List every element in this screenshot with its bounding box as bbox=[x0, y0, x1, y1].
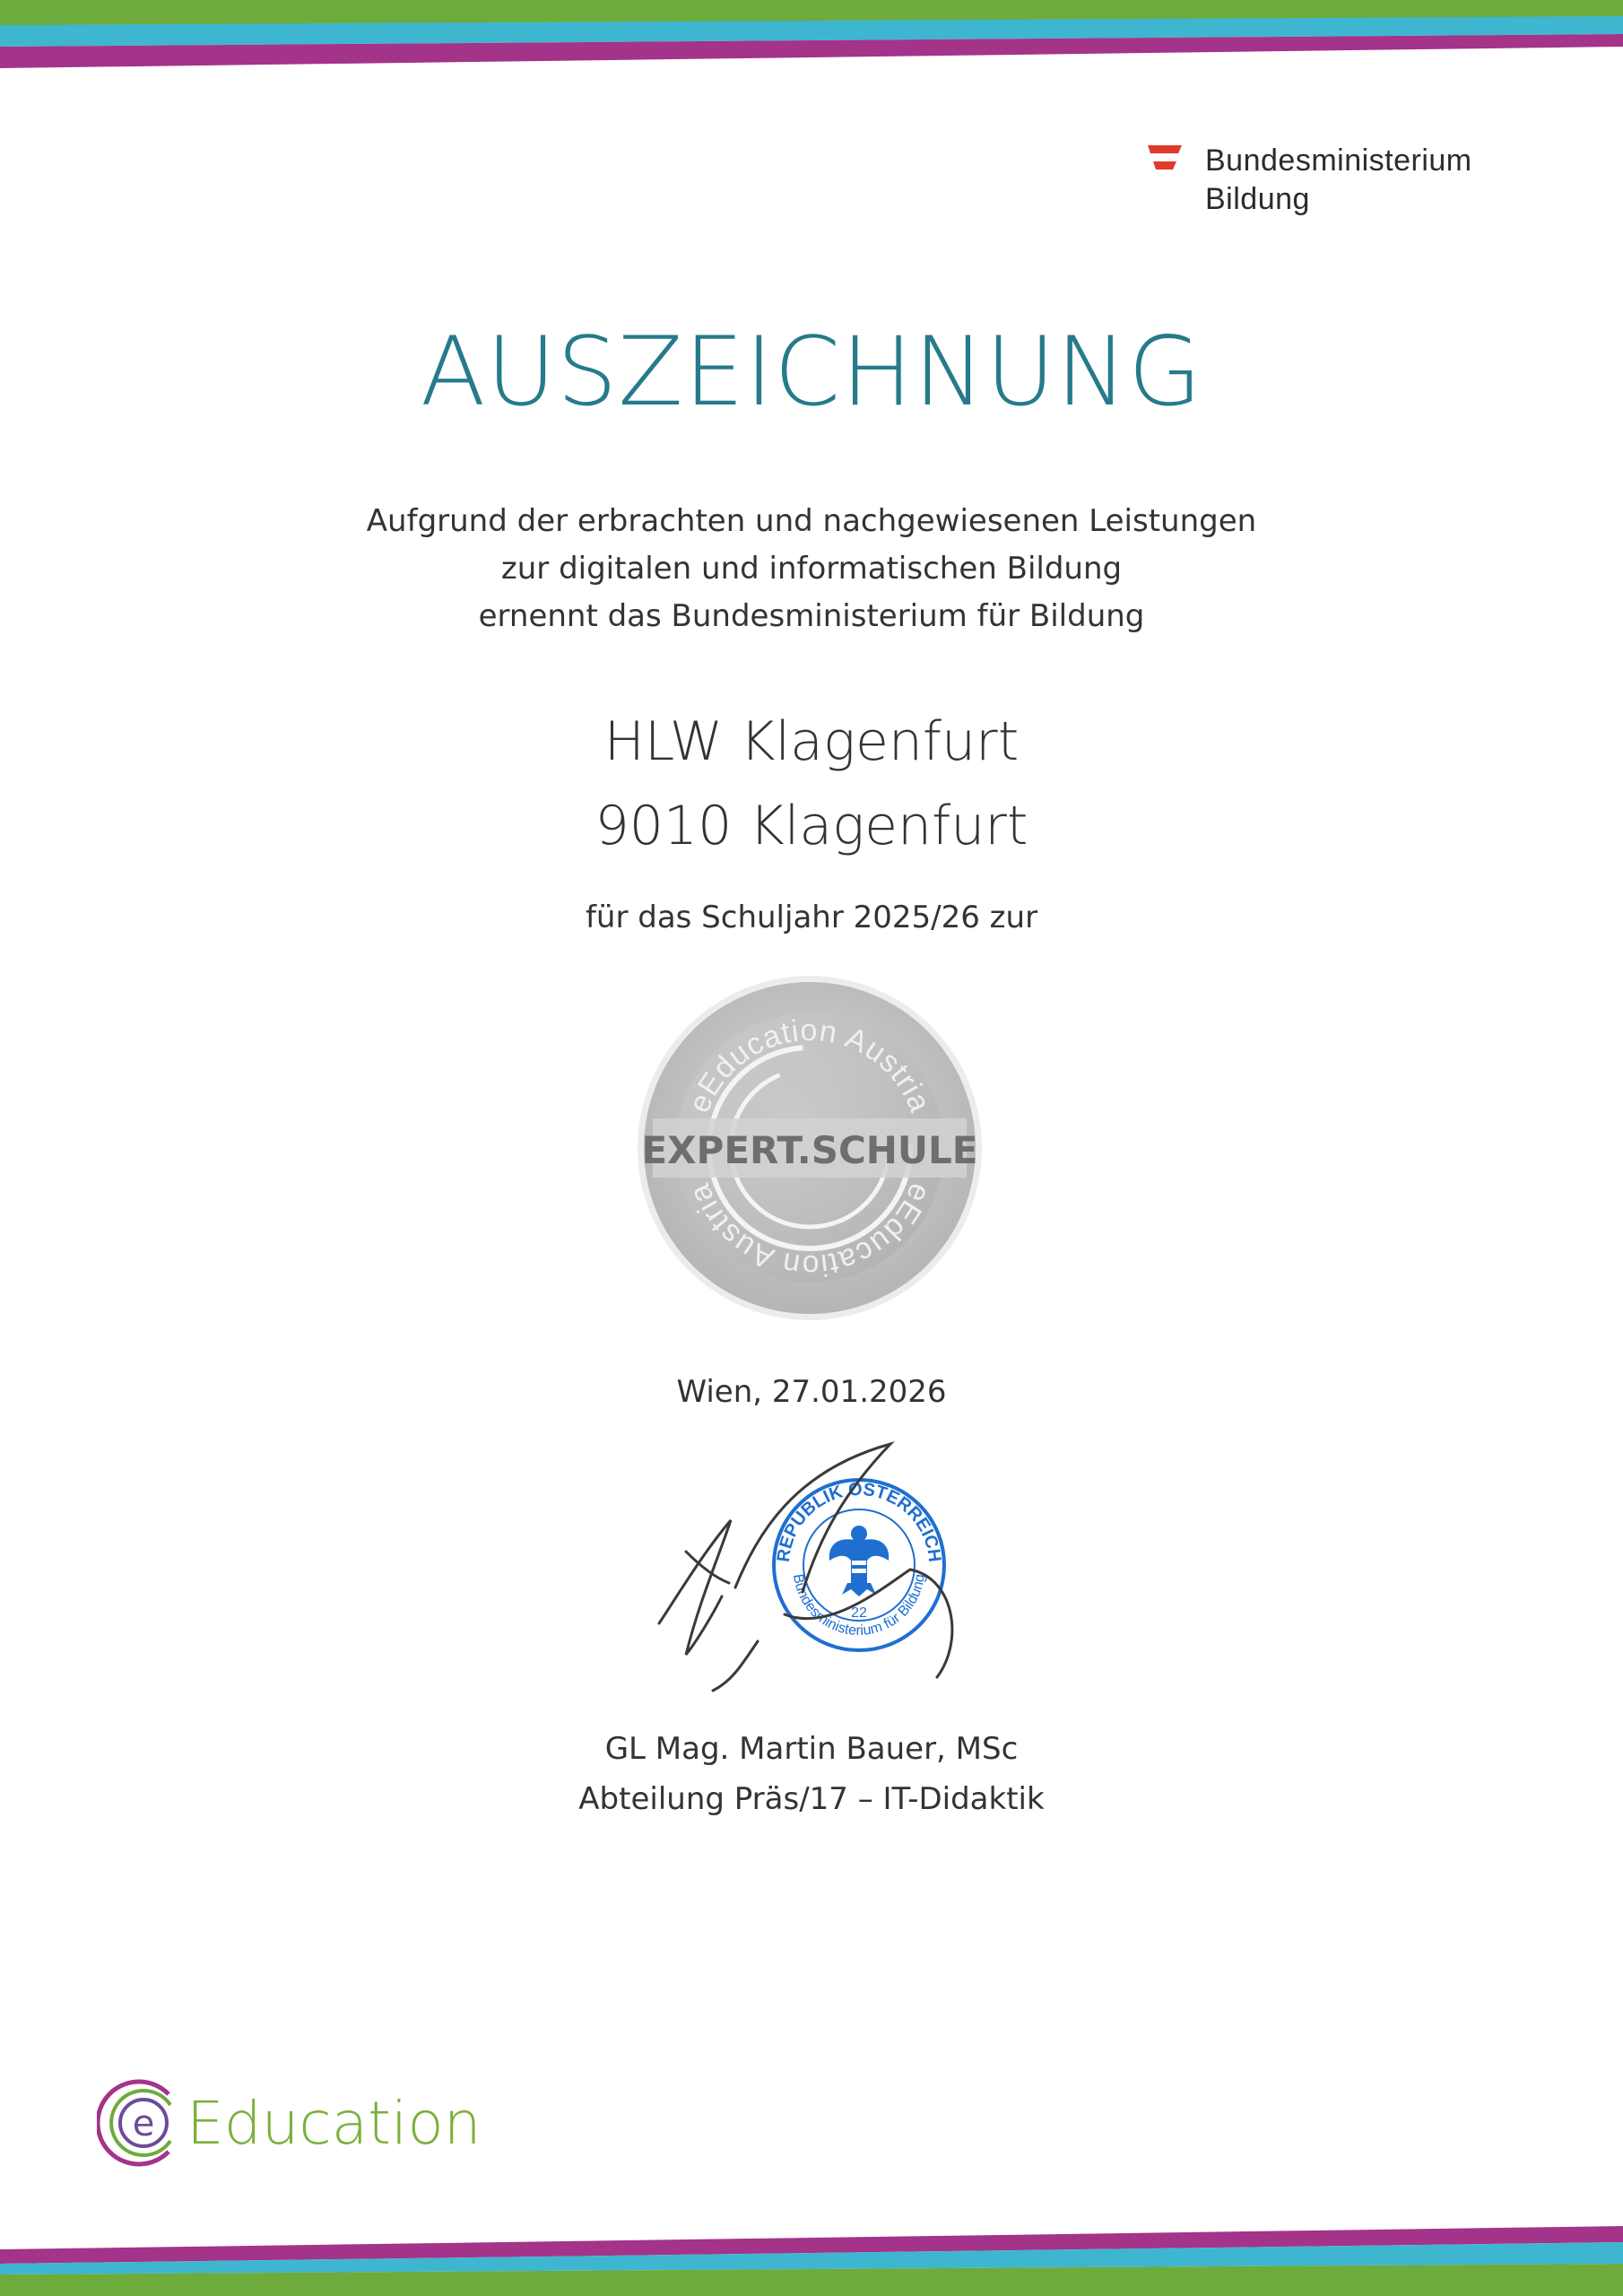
official-seal bbox=[774, 1479, 944, 1650]
signature-seal bbox=[650, 1435, 973, 1704]
ministry-logo bbox=[1148, 142, 1472, 219]
seal-top-text: REPUBLIK ÖSTERREICH bbox=[773, 1479, 945, 1563]
ministry-name-line1: Bundesministerium bbox=[1205, 144, 1472, 178]
eeducation-logo bbox=[97, 2076, 482, 2170]
seal-number: 22 bbox=[851, 1605, 867, 1621]
austria-flag-icon bbox=[1148, 145, 1182, 172]
ministry-name-line2: Bildung bbox=[1205, 182, 1310, 216]
badge-label: EXPERT.SCHULE bbox=[641, 1128, 978, 1172]
seal-bottom-text: Bundesministerium für Bildung bbox=[790, 1572, 928, 1639]
badge-ring-text-top: eEducation Austria bbox=[681, 1013, 938, 1118]
expert-schule-badge bbox=[635, 973, 985, 1323]
signer-block bbox=[0, 1724, 1623, 1824]
place-date: Wien, 27.01.2026 bbox=[676, 1374, 947, 1410]
intro-line-2: zur digitalen und informatischen Bildung bbox=[500, 551, 1123, 587]
svg-text:e: e bbox=[132, 2103, 155, 2144]
badge-ring-text-bottom: eEducation Austria bbox=[681, 1178, 938, 1283]
school-city: 9010 Klagenfurt bbox=[595, 795, 1028, 857]
signer-department: Abteilung Präs/17 – IT-Didaktik bbox=[578, 1781, 1045, 1817]
intro-line-1: Aufgrund der erbrachten und nachgewiesenen Leistungen bbox=[366, 503, 1257, 539]
school-block bbox=[0, 700, 1623, 868]
intro-text bbox=[0, 498, 1623, 640]
school-name: HLW Klagenfurt bbox=[603, 710, 1020, 773]
top-color-stripes bbox=[0, 0, 1623, 72]
eeducation-logo-word: Education bbox=[187, 2088, 482, 2158]
intro-line-3: ernennt das Bundesministerium für Bildung bbox=[478, 598, 1145, 634]
schoolyear-text: für das Schuljahr 2025/26 zur bbox=[585, 900, 1038, 935]
bottom-color-stripes bbox=[0, 2224, 1623, 2296]
handwritten-signature bbox=[659, 1444, 952, 1691]
signer-name: GL Mag. Martin Bauer, MSc bbox=[604, 1731, 1019, 1767]
certificate-title: AUSZEICHNUNG bbox=[420, 317, 1203, 427]
eagle-icon bbox=[829, 1526, 889, 1596]
eeducation-mark-icon bbox=[97, 2076, 183, 2170]
